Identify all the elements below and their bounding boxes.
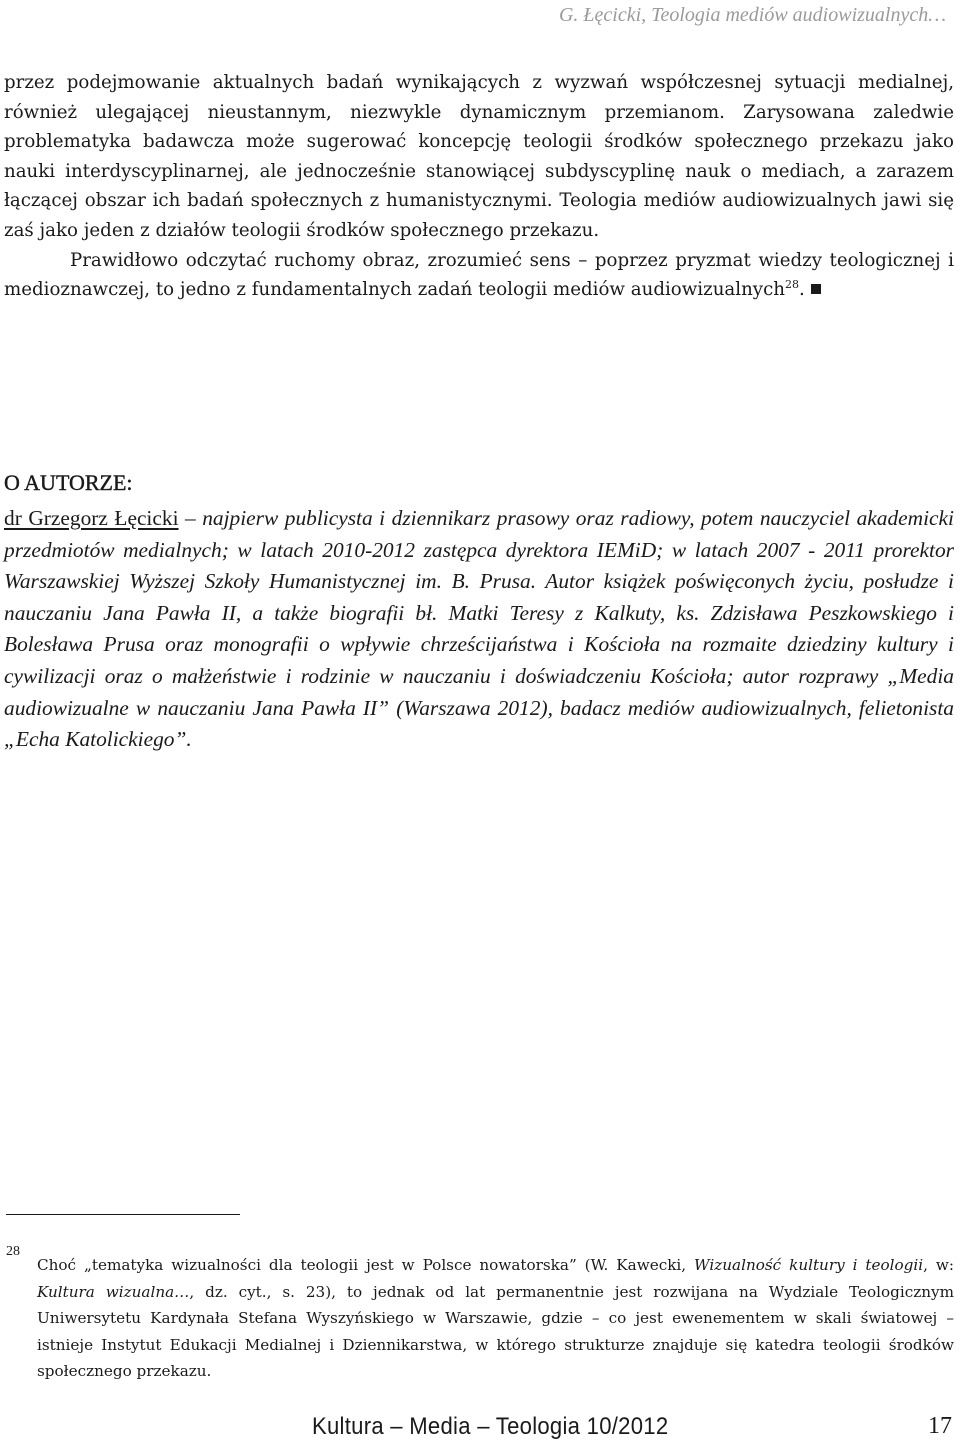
main-body-text	[4, 68, 954, 305]
footnote-number: 28	[6, 1244, 20, 1259]
footnote-cited-title-2: Kultura wizualna…	[37, 1282, 190, 1301]
author-name: dr Grzegorz Łęcicki	[4, 506, 179, 530]
page-number: 17	[928, 1413, 952, 1439]
body-paragraph-1: przez podejmowanie aktualnych badań wynikających z wyzwań współczesnej sytuacji medialnej, również ulegającej nieustannym, niezwykle dynamicznym przemianom. Zarysowana zaledwie problematyka badawcza może sugerować koncepcję teologii środków społecznego przekazu jako nauki interdyscyplinarnej, ale jednocześnie stanowiącej subdyscyplinę nauk o mediach, a zarazem łączącej obszar ich badań społecznych z humanistycznymi. Teologia mediów audiowizualnych jawi się zaś jako jeden z działów teologii środków społecznego przekazu.	[4, 72, 954, 241]
footnote-separator	[6, 1214, 240, 1215]
footnote-text	[37, 1252, 954, 1385]
footer-journal-title: Kultura – Media – Teologia 10/2012	[312, 1413, 669, 1440]
body-paragraph-2-text: Prawidłowo odczytać ruchomy obraz, zrozumieć sens – poprzez pryzmat wiedzy teologicznej i medioznawczej, to jedno z fundamentalnych zadań teologii mediów audiowizualnych	[4, 249, 954, 301]
end-of-article-mark-icon	[811, 284, 821, 294]
footnote-text-mid: , w:	[923, 1256, 955, 1274]
footnote-text-end: , dz. cyt., s. 23), to jednak od lat permanentnie jest rozwijana na Wydziale Teologicznym Uniwersytetu Kardynała Stefana Wyszyńskiego w Warszawie, gdzie – co jest ewenementem w skali światowej – istnieje Instytut Edukacji Medialnej i Dziennikarstwa, w którego strukturze znajduje się katedra teologii środków społecznego przekazu.	[37, 1282, 954, 1381]
footnote-reference[interactable]: 28	[784, 278, 799, 292]
author-bio	[4, 503, 954, 756]
running-header: G. Łęcicki, Teologia mediów audiowizualnych…	[558, 4, 946, 26]
footnote-text-start: Choć „tematyka wizualności dla teologii jest w Polsce nowatorska” (W. Kawecki,	[37, 1256, 695, 1274]
footnote-cited-title-1: Wizualność kultury i teologii	[694, 1256, 924, 1274]
author-bio-text: – najpierw publicysta i dziennikarz prasowy oraz radiowy, potem nauczyciel akademicki przedmiotów medialnych; w latach 2010-2012 zastępca dyrektora IEMiD; w latach 2007 - 2011 prorektor Warszawskiej Wyższej Szkoły Humanistycznej im. B. Prusa. Autor książek poświęconych życiu, posłudze i nauczaniu Jana Pawła II, a także biografii bł. Matki Teresy z Kalkuty, ks. Zdzisława Peszkowskiego i Bolesława Prusa oraz monografii o wpływie chrześcijaństwa i Kościoła na rozmaite dziedziny kultury i cywilizacji oraz o małżeństwie i rodzinie w nauczaniu i doświadczeniu Kościoła; autor rozprawy „Media audiowizualne w nauczaniu Jana Pawła II” (Warszawa 2012), badacz mediów audiowizualnych, felietonista „Echa Katolickiego”.	[4, 506, 954, 752]
body-paragraph-2	[4, 246, 954, 305]
about-author-heading: O AUTORZE:	[4, 470, 133, 495]
body-paragraph-2-end: .	[798, 279, 805, 301]
